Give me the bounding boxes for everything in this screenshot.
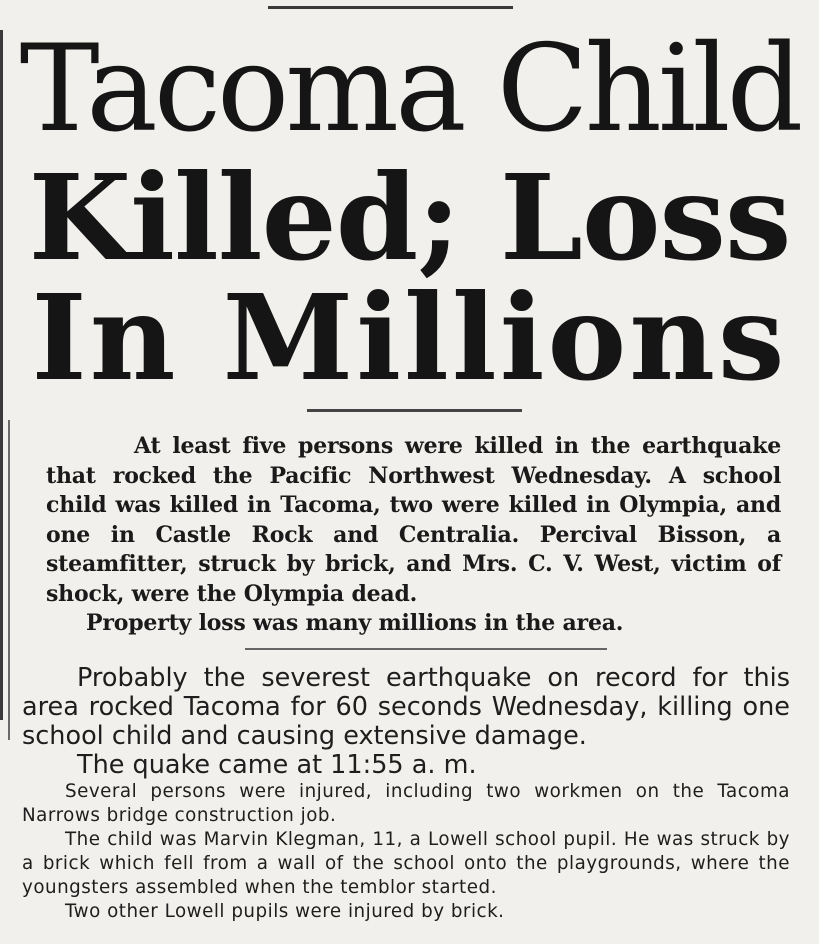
headline-line-2: Killed; Loss (28, 148, 791, 287)
body-paragraph-3: Several persons were injured, including two workmen on the Tacoma Narrows bridge construction job. (22, 781, 790, 826)
headline-rule (307, 409, 522, 412)
body-paragraph-1: Probably the severest earthquake on record for this area rocked Tacoma for 60 seconds Wednesday, killing one school child and causing extensive damage. (22, 663, 790, 751)
body-paragraph-5: Two other Lowell pupils were injured by brick. (65, 901, 505, 922)
headline-line-1: Tacoma Child (19, 20, 800, 159)
section-rule (245, 648, 607, 650)
headline-line-3: In Millions (31, 268, 788, 407)
lead-paragraphs (46, 432, 781, 639)
lead-paragraph-1: At least five persons were killed in the earthquake that rocked the Pacific Northwest Wednesday. A school child was killed in Tacoma, two were killed in Olympia, and one in Castle Rock and Centralia. Percival Bisson, a steamfitter, struck by brick, and Mrs. C. V. West, victim of shock, were the Olympia dead. (46, 433, 781, 607)
body-paragraph-4: The child was Marvin Klegman, 11, a Lowell school pupil. He was struck by a brick which fell from a wall of the school onto the playgrounds, where the youngsters assembled when the temblor started. (22, 829, 790, 898)
column-border-lower (8, 420, 10, 740)
top-rule (268, 6, 513, 9)
article-body (22, 664, 790, 924)
body-paragraph-2: The quake came at 11:55 a. m. (77, 750, 477, 780)
lead-paragraph-2: Property loss was many millions in the area. (86, 610, 624, 636)
